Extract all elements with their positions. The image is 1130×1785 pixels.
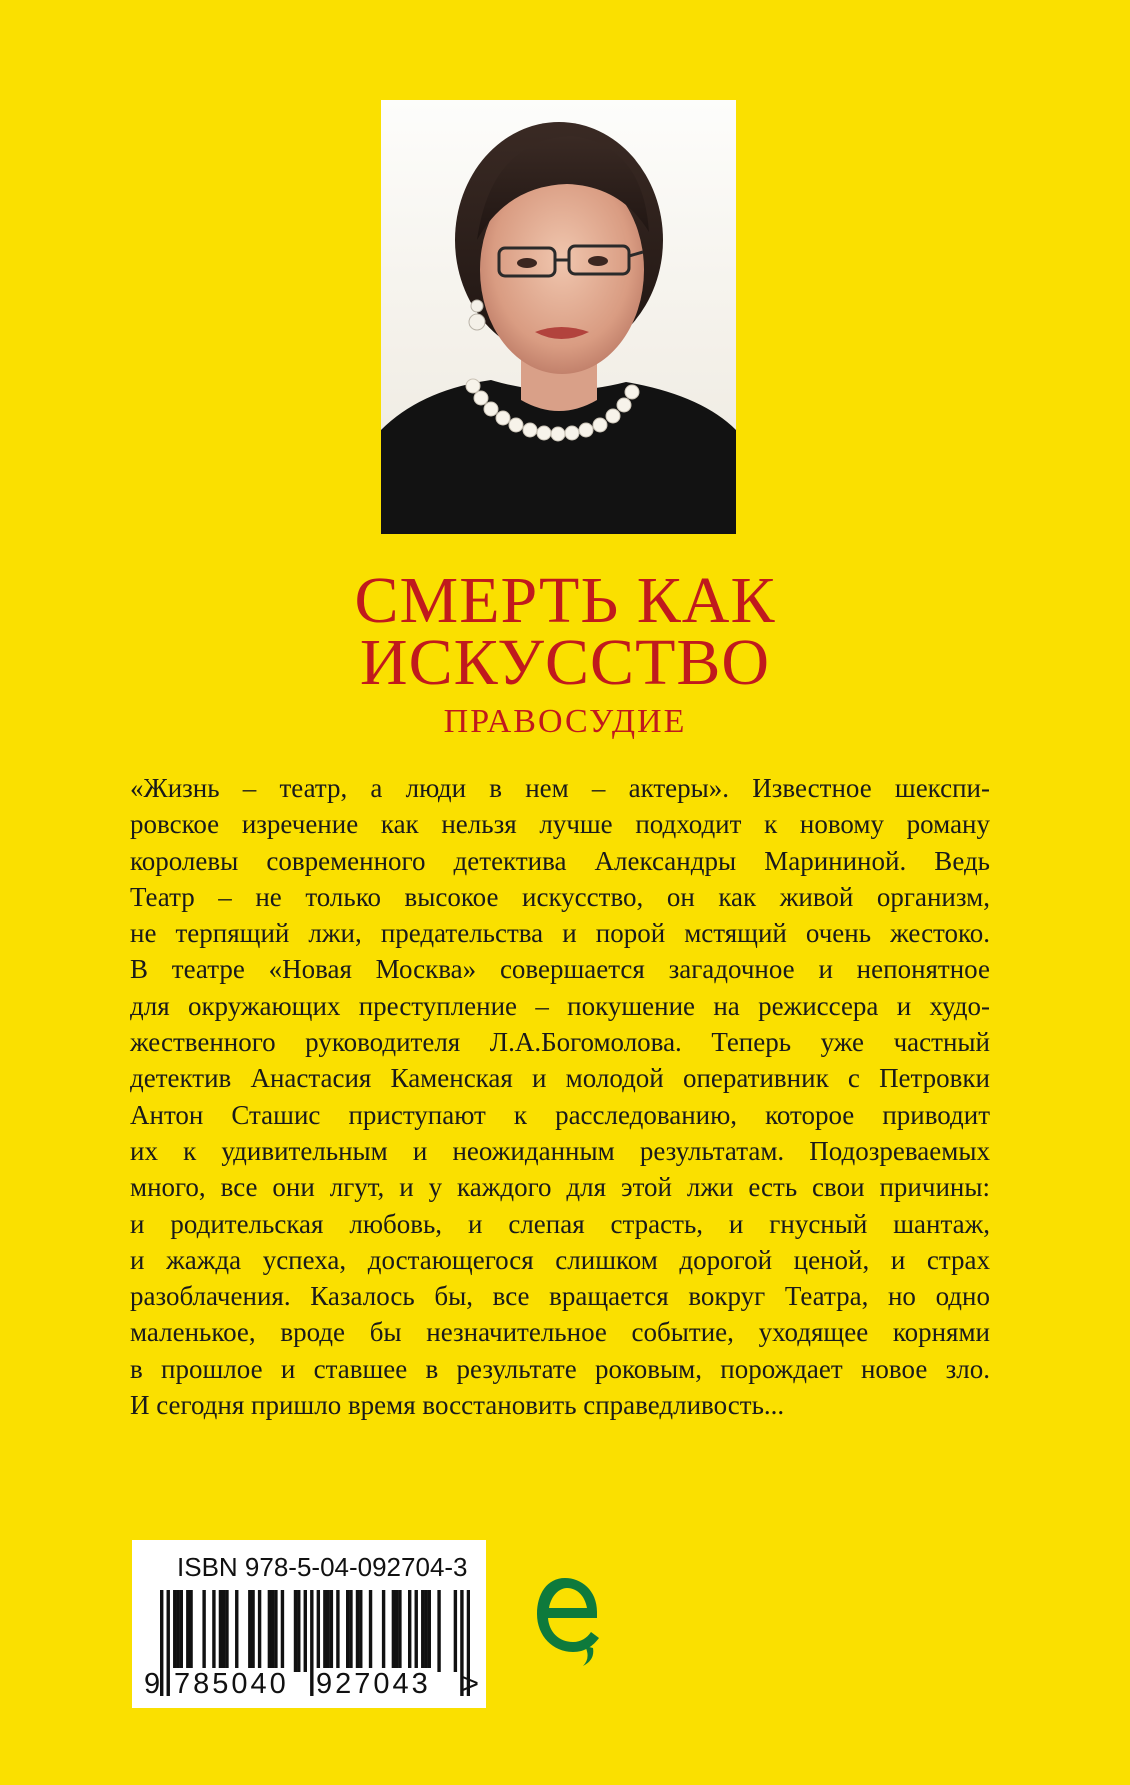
barcode-bar (408, 1590, 411, 1672)
isbn-barcode-block (132, 1540, 486, 1708)
author-portrait-icon (381, 100, 736, 534)
ean-left-group: 785040 (174, 1668, 289, 1700)
barcode-bar (251, 1590, 254, 1672)
barcode-bar (356, 1590, 359, 1672)
barcode-bar (346, 1590, 349, 1672)
barcode-bar (235, 1590, 238, 1672)
book-title-line-1: СМЕРТЬ КАК (354, 564, 776, 637)
annotation-line: «Жизнь – театр, а люди в нем – актеры». Известное шекспи- (130, 773, 990, 803)
barcode-bar (176, 1590, 179, 1672)
barcode-bar (336, 1590, 339, 1672)
annotation-line: в прошлое и ставшее в результате роковым, порождает новое зло. (130, 1353, 990, 1384)
barcode-bar (173, 1590, 176, 1672)
annotation-line: не терпящий лжи, предательства и порой мстящий очень жестоко. (130, 918, 990, 949)
annotation-line: В театре «Новая Москва» совершается загадочное и непонятное (130, 954, 990, 985)
annotation-line: жественного руководителя Л.А.Богомолова. Теперь уже частный (130, 1027, 990, 1058)
barcode-bar (248, 1590, 251, 1672)
ean-right-group: 927043 (316, 1668, 431, 1700)
barcode-bar (369, 1590, 372, 1672)
isbn-label: ISBN 978-5-04-092704-3 (177, 1552, 468, 1582)
annotation-line: Театр – не только высокое искусство, он как живой организм, (130, 881, 990, 912)
barcode-bar (274, 1590, 277, 1672)
barcode-bar (258, 1590, 261, 1672)
barcode-bar (359, 1590, 362, 1672)
barcode-bar (415, 1590, 418, 1672)
barcode-bar (323, 1590, 326, 1672)
annotation-line: ровское изречение как нельзя лучше подходит к новому роману (130, 809, 990, 840)
book-annotation (130, 770, 990, 1423)
annotation-line: для окружающих преступление – покушение на режиссера и худо- (130, 990, 990, 1021)
eksmo-logo-icon (533, 1572, 609, 1668)
barcode-bar (222, 1590, 225, 1672)
barcode-bar (398, 1590, 401, 1672)
ean-digits (144, 1668, 479, 1702)
author-photo (381, 100, 736, 534)
barcode-bar (294, 1590, 297, 1672)
barcode-bar (271, 1590, 274, 1672)
annotation-line: И сегодня пришло время восстановить справедливость... (130, 1390, 785, 1421)
barcode-bar (281, 1590, 284, 1672)
annotation-line: Антон Сташис приступают к расследованию, которое приводит (130, 1099, 990, 1130)
annotation-line: маленькое, вроде бы незначительное событие, уходящее корнями (130, 1317, 990, 1348)
annotation-line: и родительская любовь, и слепая страсть, и гнусный шантаж, (130, 1208, 990, 1239)
barcode-bar (225, 1590, 228, 1672)
barcode-bar (330, 1590, 333, 1672)
barcode-bar (421, 1590, 424, 1672)
barcode-bar (202, 1590, 205, 1672)
barcode-bar (189, 1590, 192, 1672)
ean-first-digit: 9 (144, 1668, 161, 1700)
book-title-line-2: ИСКУССТВО (359, 626, 771, 699)
barcode-bar (297, 1590, 300, 1672)
barcode-bar (454, 1590, 457, 1672)
barcode-bar (180, 1590, 183, 1672)
annotation-line: их к удивительным и неожиданным результатам. Подозреваемых (130, 1135, 990, 1166)
barcode-bar (382, 1590, 385, 1672)
barcode-bar (437, 1590, 440, 1672)
barcode-bar (326, 1590, 329, 1672)
barcode-bar (212, 1590, 215, 1672)
barcode-bar (424, 1590, 427, 1672)
barcode-bar (304, 1590, 307, 1672)
annotation-line: королевы современного детектива Александры Марининой. Ведь (130, 845, 990, 876)
annotation-line: детектив Анастасия Каменская и молодой оперативник с Петровки (130, 1063, 990, 1094)
annotation-line: и жажда успеха, достающегося слишком дорогой ценой, и страх (130, 1244, 990, 1275)
annotation-line: много, все они лгут, и у каждого для этой лжи есть свои причины: (130, 1172, 990, 1203)
annotation-line: разоблачения. Казалось бы, все вращается вокруг Театра, но одно (130, 1281, 990, 1312)
barcode-bar (219, 1590, 222, 1672)
barcode-bar (349, 1590, 352, 1672)
barcode-bar (395, 1590, 398, 1672)
barcode-bar (268, 1590, 271, 1672)
barcode-bar (428, 1590, 431, 1672)
quiet-zone-marker: > (462, 1668, 479, 1700)
barcode-bar (392, 1590, 395, 1672)
book-subtitle: ПРАВОСУДИЕ (443, 703, 687, 740)
barcode-bar (186, 1590, 189, 1672)
